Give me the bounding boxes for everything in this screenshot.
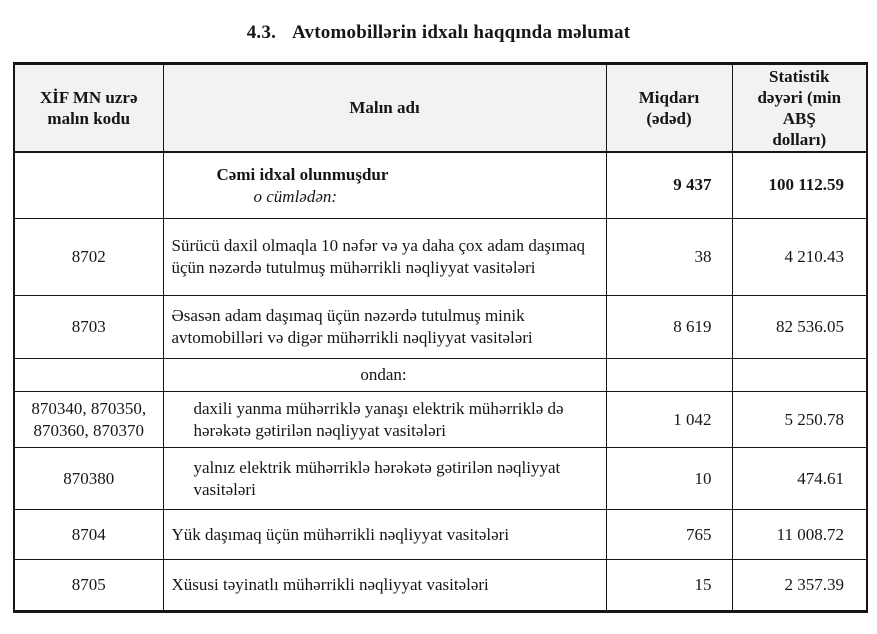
section-number: 4.3. (246, 22, 277, 43)
header-code: XİF MN uzrə malın kodu (14, 64, 163, 152)
table-row (14, 448, 867, 510)
page-title (0, 22, 877, 44)
cell-quantity: 38 (606, 219, 732, 296)
table-body (14, 152, 867, 612)
cell-value: 5 250.78 (732, 392, 867, 448)
cell-code: 8705 (14, 560, 163, 612)
cell-quantity: 15 (606, 560, 732, 612)
cell-code: 870340, 870350, 870360, 870370 (14, 392, 163, 448)
cell-name: Xüsusi təyinatlı mühərrikli nəqliyyat vasitələri (163, 560, 606, 612)
cell-name: Əsasən adam daşımaq üçün nəzərdə tutulmuş minik avtomobilləri və digər mühərrikli nəqliyyat vasitələri (163, 296, 606, 359)
header-quantity: Miqdarı (ədəd) (606, 64, 732, 152)
cell-name: daxili yanma mühərriklə yanaşı elektrik mühərriklə də hərəkətə gətirilən nəqliyyat vasitələri (163, 392, 606, 448)
cell-quantity: 1 042 (606, 392, 732, 448)
cell-code: 8703 (14, 296, 163, 359)
table-row (14, 392, 867, 448)
table-row (14, 560, 867, 612)
header-row (14, 64, 867, 152)
cell-code: 8704 (14, 510, 163, 560)
cell-value (732, 359, 867, 392)
cell-quantity: 765 (606, 510, 732, 560)
cell-code (14, 359, 163, 392)
table-row (14, 219, 867, 296)
cell-name-subheader: ondan: (163, 359, 606, 392)
table-row-subheader (14, 359, 867, 392)
cell-value: 474.61 (732, 448, 867, 510)
cell-value-total: 100 112.59 (732, 152, 867, 219)
cell-code-total (14, 152, 163, 219)
section-title-text: Avtomobillərin idxalı haqqında məlumat (292, 22, 631, 43)
cell-code: 8702 (14, 219, 163, 296)
cell-value: 11 008.72 (732, 510, 867, 560)
cell-quantity: 8 619 (606, 296, 732, 359)
cell-quantity: 10 (606, 448, 732, 510)
table-row (14, 296, 867, 359)
cell-quantity (606, 359, 732, 392)
header-value: Statistik dəyəri (min ABŞ dolları) (732, 64, 867, 152)
table-row-total (14, 152, 867, 219)
cell-value: 4 210.43 (732, 219, 867, 296)
imports-table (13, 62, 868, 613)
cell-quantity-total: 9 437 (606, 152, 732, 219)
total-sublabel: o cümlədən: (253, 186, 338, 206)
table-header (14, 64, 867, 152)
cell-name: Sürücü daxil olmaqla 10 nəfər və ya daha çox adam daşımaq üçün nəzərdə tutulmuş mühərrikli nəqliyyat vasitələri (163, 219, 606, 296)
table-row (14, 510, 867, 560)
total-label: Cəmi idxal olunmuşdur (216, 164, 389, 184)
cell-name-total (163, 152, 606, 219)
cell-value: 2 357.39 (732, 560, 867, 612)
header-name: Malın adı (163, 64, 606, 152)
cell-value: 82 536.05 (732, 296, 867, 359)
cell-name: yalnız elektrik mühərriklə hərəkətə gətirilən nəqliyyat vasitələri (163, 448, 606, 510)
cell-name: Yük daşımaq üçün mühərrikli nəqliyyat vasitələri (163, 510, 606, 560)
cell-code: 870380 (14, 448, 163, 510)
